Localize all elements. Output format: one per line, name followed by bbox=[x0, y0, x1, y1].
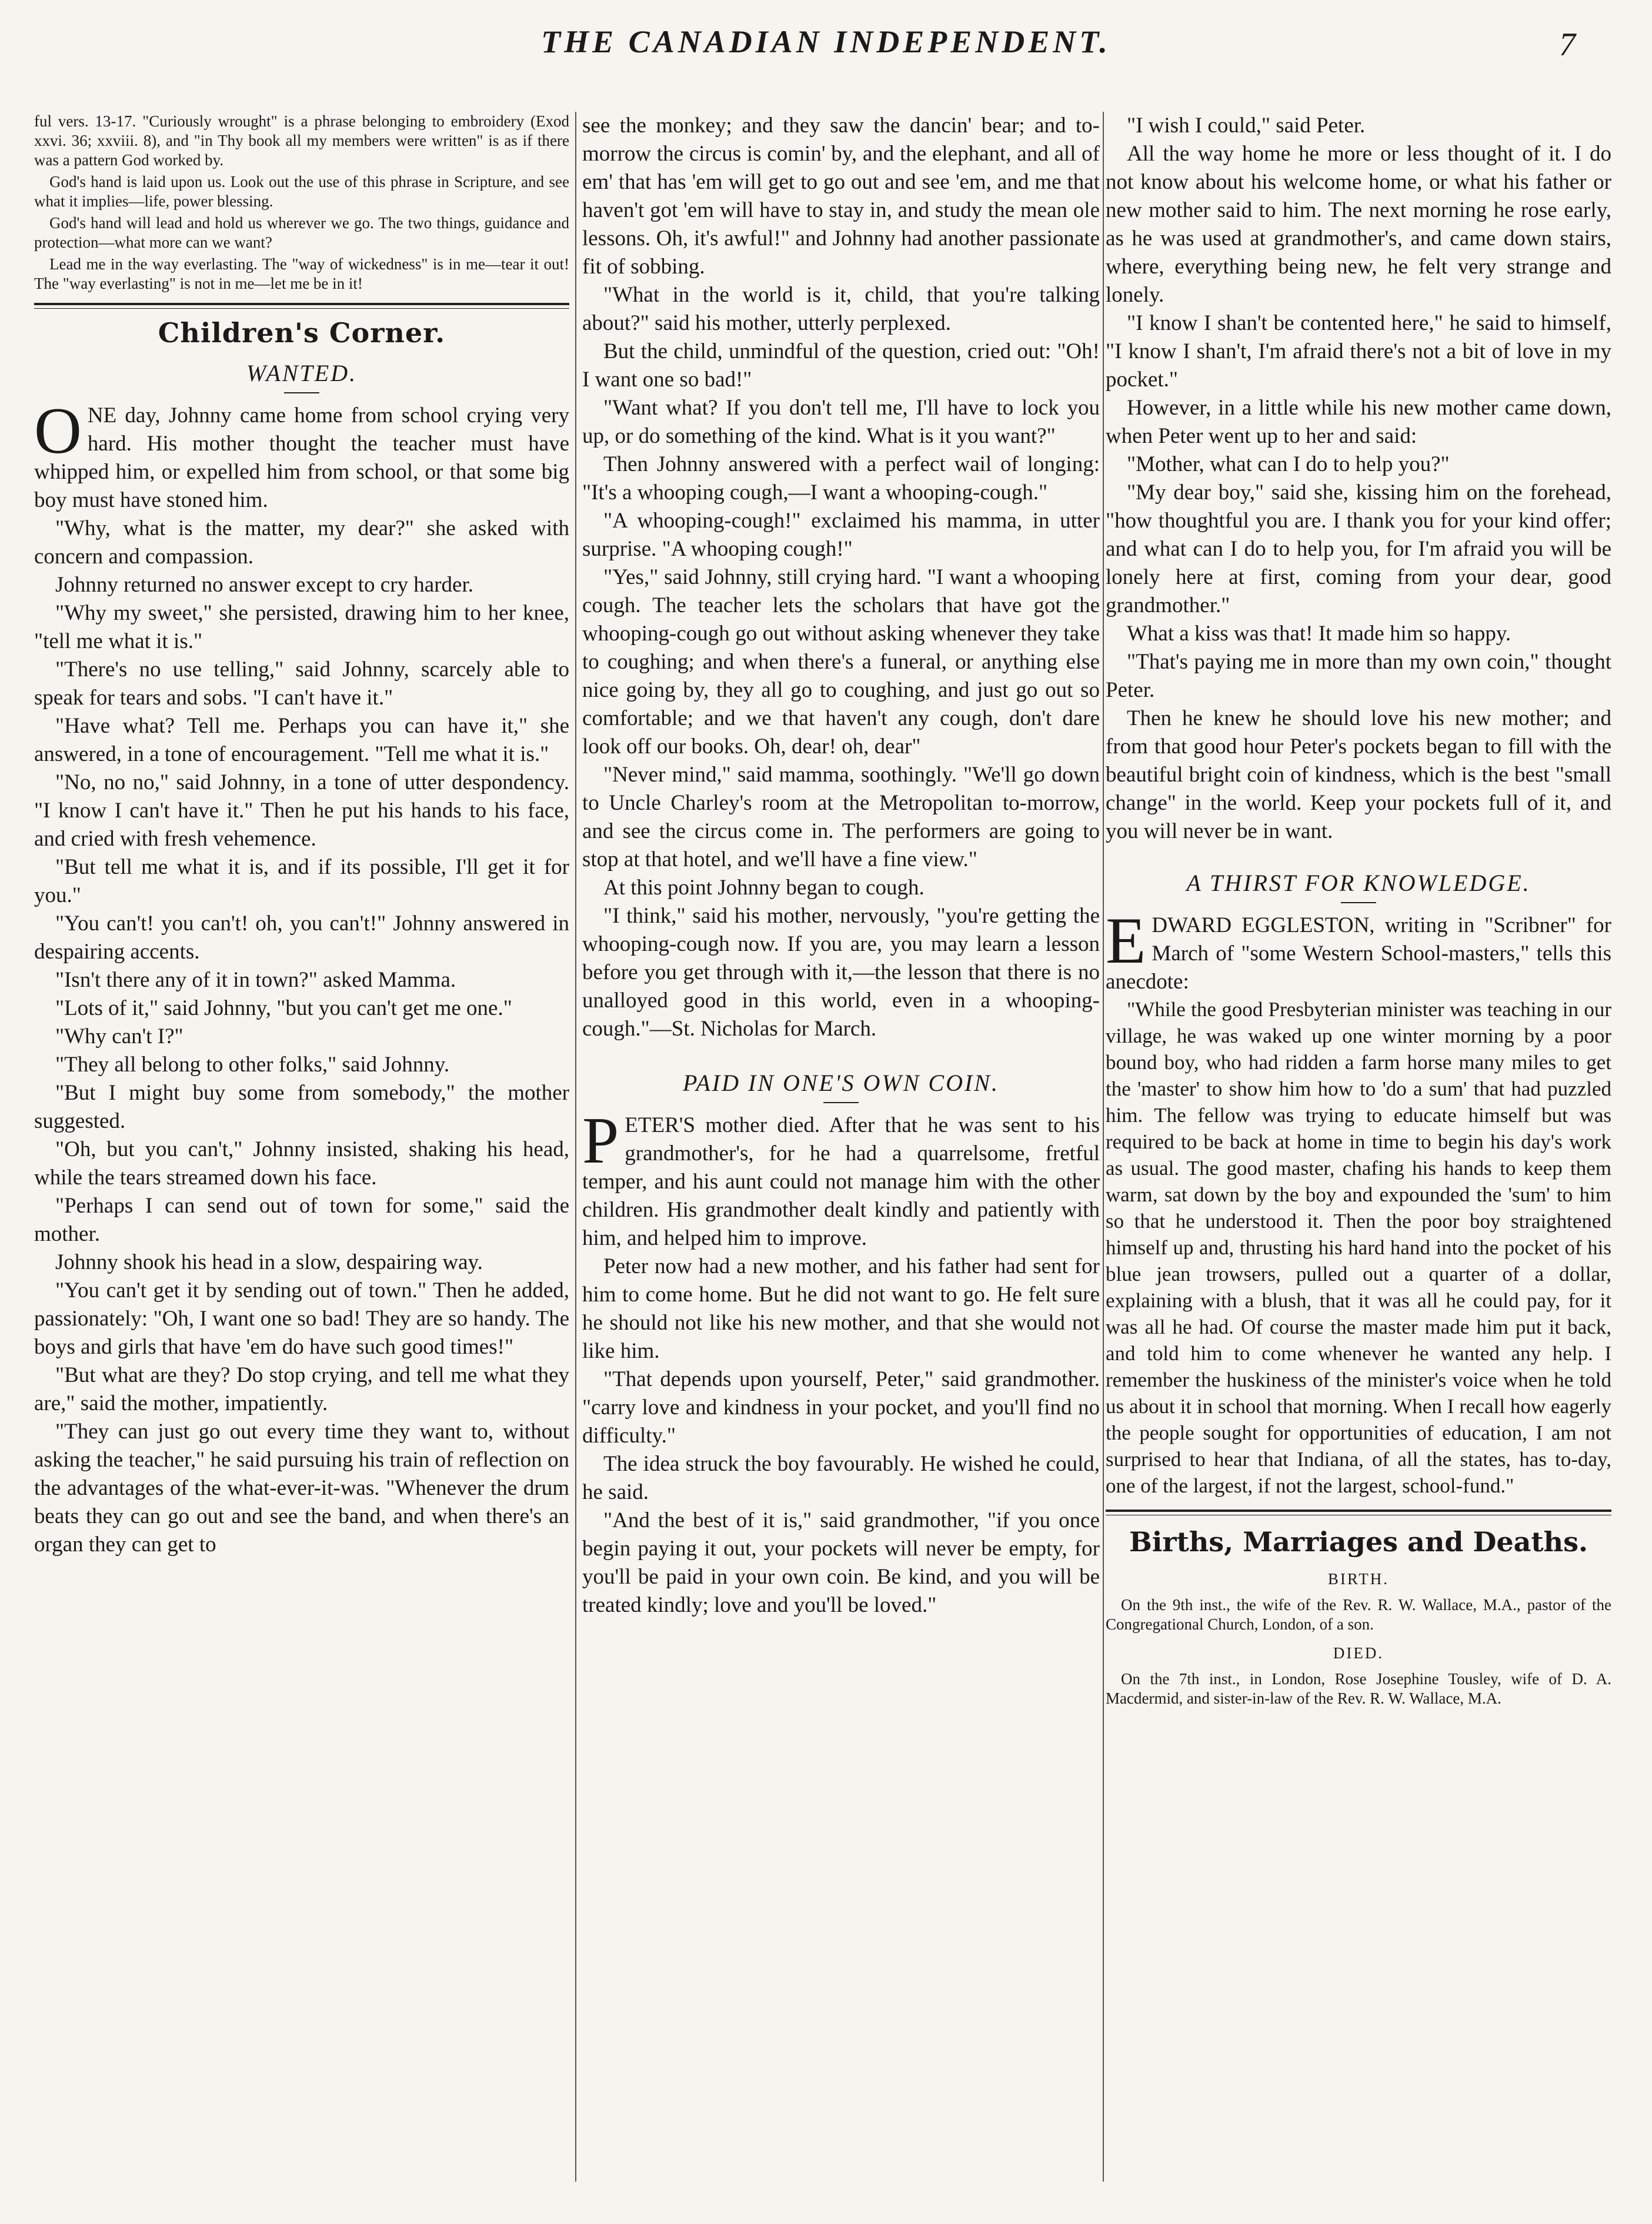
story-opening bbox=[582, 1104, 1100, 1253]
section-title: Children's Corner. bbox=[158, 317, 446, 349]
column-2 bbox=[582, 112, 1100, 2205]
paragraph: "Oh, but you can't," Johnny insisted, shaking his head, while the tears streamed down his face. bbox=[34, 1137, 569, 1190]
paragraph: "That depends upon yourself, Peter," said grandmother. "carry love and kindness in your pocket, and you'll find no difficulty." bbox=[582, 1367, 1100, 1448]
paragraph: "Mother, what can I do to help you?" bbox=[1127, 452, 1450, 476]
paragraph: "Why, what is the matter, my dear?" she asked with concern and compassion. bbox=[34, 516, 569, 569]
notice-heading: BIRTH. bbox=[1327, 1570, 1390, 1588]
opening-text: DWARD EGGLESTON, writing in "Scribner" for March of "some Western School-masters," tells this anecdote: bbox=[1106, 913, 1611, 994]
paragraph: "While the good Presbyterian minister was teaching in our village, he was waked up one winter morning by a poor bound boy, who had ridden a farm horse many miles to get the 'master' to show him how to 'do a sum' that had puzzled him. The fellow was trying to educate himself but was required to be back at home in time to begin his day's work as usual. The good master, chafing his hands to keep them warm, sat down by the boy and expounded the 'sum' to him so that he understood it. Then the poor boy straightened himself up and, thrusting his hard hand into the pocket of his blue jean trowsers, pulled out a quarter of a dollar, explaining with a blush, that it was all he could pay, for it was all he had. Of course the master made him put it back, and told him to come whenever he wanted any help. I remember the huskiness of the minister's voice when he told us about it in school that morning. When I recall how eagerly the people sought for opportunities of education, I am not surprised to hear that Indiana, of all the states, has to-day, one of the largest, if not the largest, school-fund." bbox=[1106, 998, 1611, 1497]
column-1 bbox=[34, 112, 569, 2205]
paragraph: "Yes," said Johnny, still crying hard. "I want a whooping cough. The teacher lets the scholars that have got the whooping-cough go out without asking whenever they take to coughing; and when there's a funeral, or anything else nice going by, they all go to coughing, and just go out so comfortable; and we that haven't any cough, don't dare look off our books. Oh, dear! oh, dear" bbox=[582, 565, 1100, 759]
column-divider bbox=[575, 112, 576, 2182]
paragraph: see the monkey; and they saw the dancin' bear; and to-morrow the circus is comin' by, and the elephant, and all of em' that has 'em will get to go out and see 'em, and me that haven't got 'em will have to stay in, and study the mean ole lessons. Oh, it's awful!" and Johnny had another passionate fit of sobbing. bbox=[582, 113, 1100, 279]
paragraph: Johnny shook his head in a slow, despairing way. bbox=[55, 1250, 483, 1274]
paragraph: Johnny returned no answer except to cry harder. bbox=[55, 573, 473, 597]
story-title: WANTED. bbox=[246, 360, 358, 386]
paragraph: "But what are they? Do stop crying, and tell me what they are," said the mother, impatiently. bbox=[34, 1363, 569, 1415]
paragraph: All the way home he more or less thought of it. I do not know about his welcome home, or what his father or new mother said to him. The next morning he rose early, as he was used at grandmother's, and came down stairs, where, everything being new, he felt very strange and lonely. bbox=[1106, 142, 1611, 307]
section-title: Births, Marriages and Deaths. bbox=[1129, 1526, 1588, 1558]
title-rule bbox=[284, 392, 319, 393]
title-rule bbox=[823, 1102, 859, 1103]
lesson-note: God's hand will lead and hold us wherever we go. The two things, guidance and protection—what more can we want? bbox=[34, 214, 569, 251]
story-body bbox=[34, 515, 569, 1559]
paragraph: Then Johnny answered with a perfect wail of longing: "It's a whooping cough,—I want a whooping-cough." bbox=[582, 452, 1100, 505]
story-opening bbox=[34, 395, 569, 515]
paragraph: "Why my sweet," she persisted, drawing him to her knee, "tell me what it is." bbox=[34, 601, 569, 653]
paragraph: "I think," said his mother, nervously, "you're getting the whooping-cough now. If you are, you may learn a lesson before you get through with it,—the lesson that there is no unalloyed good in this world, even in a whooping-cough."—St. Nicholas for March. bbox=[582, 904, 1100, 1041]
drop-cap: O bbox=[34, 395, 82, 467]
lesson-note: God's hand is laid upon us. Look out the use of this phrase in Scripture, and see what it implies—life, power blessing. bbox=[34, 173, 569, 210]
opening-text: ETER'S mother died. After that he was sent to his grandmother's, for he had a quarrelsome, fretful temper, and his aunt could not manage him with the other children. His grandmother dealt kindly and patiently with him, and helped him to improve. bbox=[582, 1113, 1100, 1250]
paragraph: At this point Johnny began to cough. bbox=[603, 876, 925, 900]
column-divider bbox=[1103, 112, 1104, 2182]
paragraph: Then he knew he should love his new mother; and from that good hour Peter's pockets began to fill with the beautiful bright coin of kindness, which is the best "small change" in the world. Keep your pockets full of it, and you will never be in want. bbox=[1106, 706, 1611, 843]
paragraph: "Why can't I?" bbox=[55, 1024, 183, 1048]
drop-cap: P bbox=[582, 1104, 619, 1177]
paragraph: "But tell me what it is, and if its possible, I'll get it for you." bbox=[34, 855, 569, 907]
story-continued bbox=[582, 112, 1100, 1043]
lesson-notes bbox=[34, 112, 569, 293]
story-title: A THIRST FOR KNOWLEDGE. bbox=[1186, 870, 1531, 896]
paragraph: "Never mind," said mamma, soothingly. "We'll go down to Uncle Charley's room at the Metropolitan to-morrow, and see the circus come in. The performers are going to stop at that hotel, and we'll have a fine view." bbox=[582, 763, 1100, 871]
story-body bbox=[582, 1253, 1100, 1619]
column-3 bbox=[1106, 112, 1611, 2205]
page-header bbox=[0, 24, 1652, 76]
lesson-note: Lead me in the way everlasting. The "way of wickedness" is in me—tear it out! The "way everlasting" is not in me—let me be in it! bbox=[34, 255, 569, 292]
paragraph: "I know I shan't be contented here," he said to himself, "I know I shan't, I'm afraid there's not a bit of love in my pocket." bbox=[1106, 311, 1611, 392]
section-rule bbox=[1106, 1510, 1611, 1515]
notice-text: On the 9th inst., the wife of the Rev. R. W. Wallace, M.A., pastor of the Congregational Church, London, of a son. bbox=[1106, 1596, 1611, 1633]
paragraph: "And the best of it is," said grandmother, "if you once begin paying it out, your pockets will never be empty, for you'll be paid in your own coin. Be kind, and you will be treated kindly; love and you'll be loved." bbox=[582, 1508, 1100, 1617]
story-opening bbox=[1106, 904, 1611, 996]
story-title: PAID IN ONE'S OWN COIN. bbox=[683, 1070, 999, 1096]
paragraph: However, in a little while his new mother came down, when Peter went up to her and said: bbox=[1106, 396, 1611, 448]
title-rule bbox=[1341, 902, 1376, 903]
opening-text: NE day, Johnny came home from school crying very hard. His mother thought the teacher must have whipped him, or expelled him from school, or that some big boy must have stoned him. bbox=[34, 403, 569, 512]
lesson-note: ful vers. 13-17. "Curiously wrought" is a phrase belonging to embroidery (Exod xxvi. 36; xxviii. 8), and "in Thy book all my members were written" is as if there was a pattern God worked by. bbox=[34, 112, 569, 169]
paragraph: "That's paying me in more than my own coin," thought Peter. bbox=[1106, 650, 1611, 702]
story-continued bbox=[1106, 112, 1611, 846]
paragraph: But the child, unmindful of the question, cried out: "Oh! I want one so bad!" bbox=[582, 339, 1100, 392]
drop-cap: E bbox=[1106, 904, 1146, 977]
paragraph: "They all belong to other folks," said Johnny. bbox=[55, 1053, 450, 1077]
paragraph: "But I might buy some from somebody," the mother suggested. bbox=[34, 1081, 569, 1133]
notice-text: On the 7th inst., in London, Rose Josephine Tousley, wife of D. A. Macdermid, and sister-in-law of the Rev. R. W. Wallace, M.A. bbox=[1106, 1670, 1611, 1707]
section-rule bbox=[34, 303, 569, 309]
paragraph: What a kiss was that! It made him so happy. bbox=[1127, 622, 1511, 646]
masthead: THE CANADIAN INDEPENDENT. bbox=[541, 24, 1111, 59]
story-body bbox=[1106, 996, 1611, 1499]
paragraph: "A whooping-cough!" exclaimed his mamma, in utter surprise. "A whooping cough!" bbox=[582, 509, 1100, 561]
paragraph: "I wish I could," said Peter. bbox=[1127, 113, 1366, 138]
paragraph: "What in the world is it, child, that you're talking about?" said his mother, utterly perplexed. bbox=[582, 283, 1100, 335]
paragraph: "Have what? Tell me. Perhaps you can have it," she answered, in a tone of encouragement. "Tell me what it is." bbox=[34, 714, 569, 766]
paragraph: "You can't! you can't! oh, you can't!" Johnny answered in despairing accents. bbox=[34, 911, 569, 964]
paragraph: "Want what? If you don't tell me, I'll have to lock you up, or do something of the kind. What is it you want?" bbox=[582, 396, 1100, 448]
paragraph: "My dear boy," said she, kissing him on the forehead, "how thoughtful you are. I thank you for your kind offer; and what can I do to help you, for I'm afraid you will be lonely here at first, coming from your dear, good grandmother." bbox=[1106, 480, 1611, 617]
paragraph: "They can just go out every time they want to, without asking the teacher," he said pursuing his train of reflection on the advantages of the what-ever-it-was. "Whenever the drum beats they can go out and see the band, and when there's an organ they can get to bbox=[34, 1420, 569, 1557]
paragraph: "There's no use telling," said Johnny, scarcely able to speak for tears and sobs. "I can't have it." bbox=[34, 657, 569, 710]
page-number: 7 bbox=[1559, 26, 1576, 63]
notice-heading: DIED. bbox=[1333, 1644, 1384, 1662]
paragraph: "You can't get it by sending out of town." Then he added, passionately: "Oh, I want one so bad! They are so handy. The boys and girls that have 'em do have such good times!" bbox=[34, 1278, 569, 1359]
paragraph: Peter now had a new mother, and his father had sent for him to come home. But he did not want to go. He felt sure he should not like his new mother, and that she would not like him. bbox=[582, 1254, 1100, 1363]
paragraph: "Lots of it," said Johnny, "but you can't get me one." bbox=[55, 996, 512, 1020]
paragraph: "No, no no," said Johnny, in a tone of utter despondency. "I know I can't have it." Then he put his hands to his face, and cried with fresh vehemence. bbox=[34, 770, 569, 851]
paragraph: The idea struck the boy favourably. He wished he could, he said. bbox=[582, 1452, 1100, 1504]
paragraph: "Perhaps I can send out of town for some," said the mother. bbox=[34, 1194, 569, 1246]
paragraph: "Isn't there any of it in town?" asked Mamma. bbox=[55, 968, 456, 992]
